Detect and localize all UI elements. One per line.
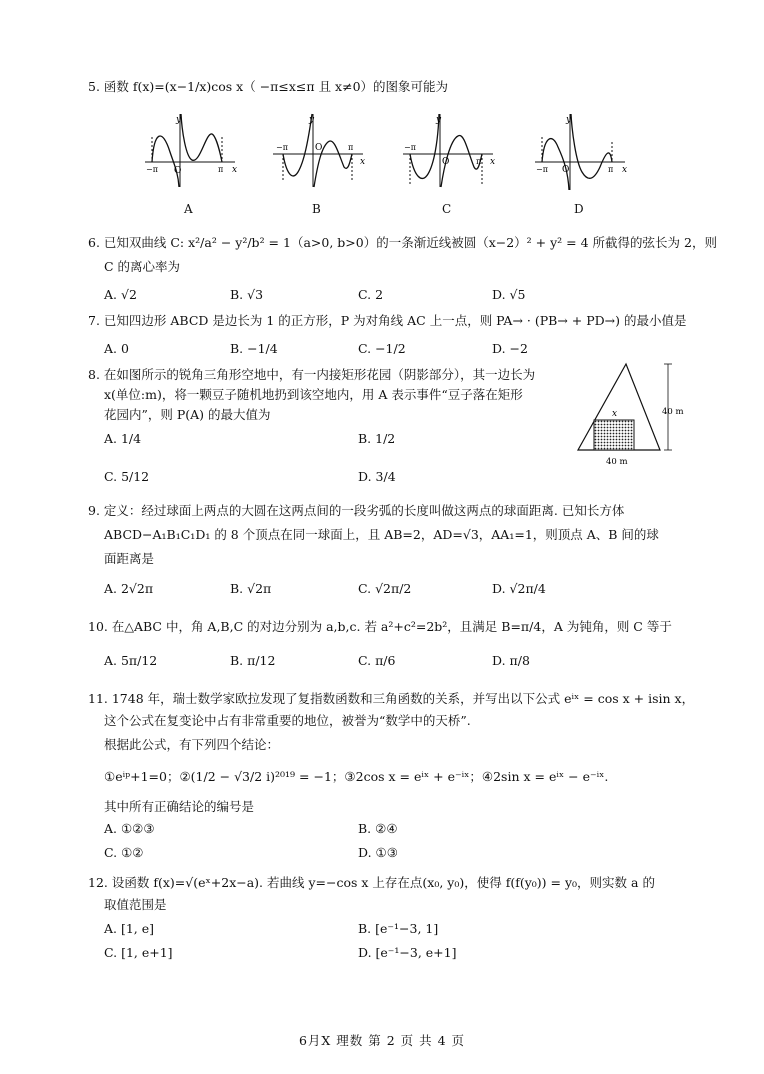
axis-x-label: x (360, 157, 366, 167)
axis-y-label: y (176, 115, 182, 125)
q12-option-a: A. [1, e] (104, 921, 155, 936)
axis-neg-pi-label: −π (146, 165, 158, 174)
q11-option-d: D. ①③ (358, 845, 398, 860)
q8-figure-base-label: 40 m (606, 457, 628, 467)
q9-line-2: ABCD−A₁B₁C₁D₁ 的 8 个顶点在同一球面上，且 AB=2，AD=√3，AA₁=1，则顶点 A、B 间的球 (104, 527, 659, 542)
q7-option-a: A. 0 (104, 341, 129, 356)
q11-option-b: B. ②④ (358, 821, 398, 836)
q5-graph-c (398, 112, 498, 192)
q8-option-b: B. 1/2 (358, 431, 396, 446)
q11-option-c: C. ①② (104, 845, 144, 860)
axis-origin-label: O (174, 166, 182, 176)
q6-option-c: C. 2 (358, 287, 384, 302)
q5-stem: 5. 函数 f(x)=(x−1/x)cos x（ −π≤x≤π 且 x≠0）的图象可能为 (88, 79, 449, 94)
axis-pi-label: π (218, 165, 224, 174)
q10-option-b: B. π/12 (230, 653, 276, 668)
q8-line-3: 花园内”，则 P(A) 的最大值为 (104, 407, 271, 422)
q8-line-2: x(单位:m)，将一颗豆子随机地扔到该空地内，用 A 表示事件“豆子落在矩形 (104, 387, 523, 402)
q8-option-a: A. 1/4 (104, 431, 142, 446)
q12-line-2: 取值范围是 (104, 897, 167, 912)
q8-option-c: C. 5/12 (104, 469, 150, 484)
axis-pi-label: π (608, 165, 614, 174)
q6-option-a: A. √2 (104, 287, 137, 302)
q11-line-3: 根据此公式，有下列四个结论： (104, 737, 280, 752)
q8-line-1: 8. 在如图所示的锐角三角形空地中，有一内接矩形花园（阴影部分），其一边长为 (88, 367, 536, 382)
q7-line-1: 7. 已知四边形 ABCD 是边长为 1 的正方形，P 为对角线 AC 上一点，则 PA→ · (PB→ + PD→) 的最小值是 (88, 313, 687, 328)
q10-option-a: A. 5π/12 (104, 653, 158, 668)
axis-x-label: x (622, 165, 628, 175)
axis-neg-pi-label: −π (404, 143, 416, 152)
q6-line-1: 6. 已知双曲线 C: x²/a² − y²/b² = 1（a>0, b>0）的一条渐近线被圆（x−2）² + y² = 4 所截得的弦长为 2，则 (88, 235, 717, 250)
q6-line-2: C 的离心率为 (104, 259, 181, 274)
q12-option-d: D. [e⁻¹−3, e+1] (358, 945, 457, 960)
axis-y-label: y (566, 115, 572, 125)
q8-figure-x-label: x (612, 409, 618, 419)
axis-x-label: x (490, 157, 496, 167)
q8-triangle-figure (570, 360, 690, 468)
q9-option-b: B. √2π (230, 581, 272, 596)
q5-label-a: A (184, 202, 193, 216)
axis-pi-label: π (476, 157, 482, 166)
q6-option-b: B. √3 (230, 287, 264, 302)
q9-option-c: C. √2π/2 (358, 581, 412, 596)
q10-line-1: 10. 在△ABC 中，角 A,B,C 的对边分别为 a,b,c. 若 a²+c²=2b²，且满足 B=π/4，A 为钝角，则 C 等于 (88, 619, 672, 634)
q11-line-1: 11. 1748 年，瑞士数学家欧拉发现了复指数函数和三角函数的关系，并写出以下公式 eⁱˣ = cos x + isin x， (88, 691, 695, 706)
q7-option-c: C. −1/2 (358, 341, 406, 356)
axis-origin-label: O (315, 143, 323, 153)
axis-neg-pi-label: −π (276, 143, 288, 152)
axis-y-label: y (436, 115, 442, 125)
q9-line-1: 9. 定义：经过球面上两点的大圆在这两点间的一段劣弧的长度叫做这两点的球面距离. 已知长方体 (88, 503, 625, 518)
axis-y-label: y (309, 115, 315, 125)
q10-option-c: C. π/6 (358, 653, 396, 668)
axis-origin-label: O (442, 157, 450, 167)
q9-option-d: D. √2π/4 (492, 581, 546, 596)
q8-option-d: D. 3/4 (358, 469, 396, 484)
q11-line-2: 这个公式在复变论中占有非常重要的地位，被誉为“数学中的天桥”. (104, 713, 471, 728)
page-footer: 6月X 理数 第 2 页 共 4 页 (298, 1033, 466, 1048)
q5-label-c: C (442, 202, 452, 216)
q9-option-a: A. 2√2π (104, 581, 154, 596)
q12-option-b: B. [e⁻¹−3, 1] (358, 921, 439, 936)
q11-line-5: 其中所有正确结论的编号是 (104, 799, 255, 814)
q11-line-4: ①eⁱᵖ+1=0；②(1/2 − √3/2 i)²⁰¹⁹ = −1；③2cos x = eⁱˣ + e⁻ⁱˣ；④2sin x = eⁱˣ − e⁻ⁱˣ. (104, 769, 609, 784)
q11-option-a: A. ①②③ (104, 821, 155, 836)
q7-option-b: B. −1/4 (230, 341, 278, 356)
q5-label-d: D (574, 202, 584, 216)
axis-pi-label: π (348, 143, 354, 152)
axis-neg-pi-label: −π (536, 165, 548, 174)
q7-option-d: D. −2 (492, 341, 528, 356)
q5-graph-b (268, 112, 368, 192)
q5-graph-d (530, 112, 630, 192)
q5-label-b: B (312, 202, 321, 216)
axis-origin-label: O (562, 165, 570, 175)
q9-line-3: 面距离是 (104, 551, 155, 566)
q5-graph-a (140, 112, 240, 192)
q12-line-1: 12. 设函数 f(x)=√(eˣ+2x−a). 若曲线 y=−cos x 上存在点(x₀, y₀)，使得 f(f(y₀)) = y₀，则实数 a 的 (88, 875, 655, 890)
axis-x-label: x (232, 165, 238, 175)
q8-figure-side-label: 40 m (662, 407, 684, 417)
q12-option-c: C. [1, e+1] (104, 945, 173, 960)
q10-option-d: D. π/8 (492, 653, 530, 668)
q6-option-d: D. √5 (492, 287, 526, 302)
